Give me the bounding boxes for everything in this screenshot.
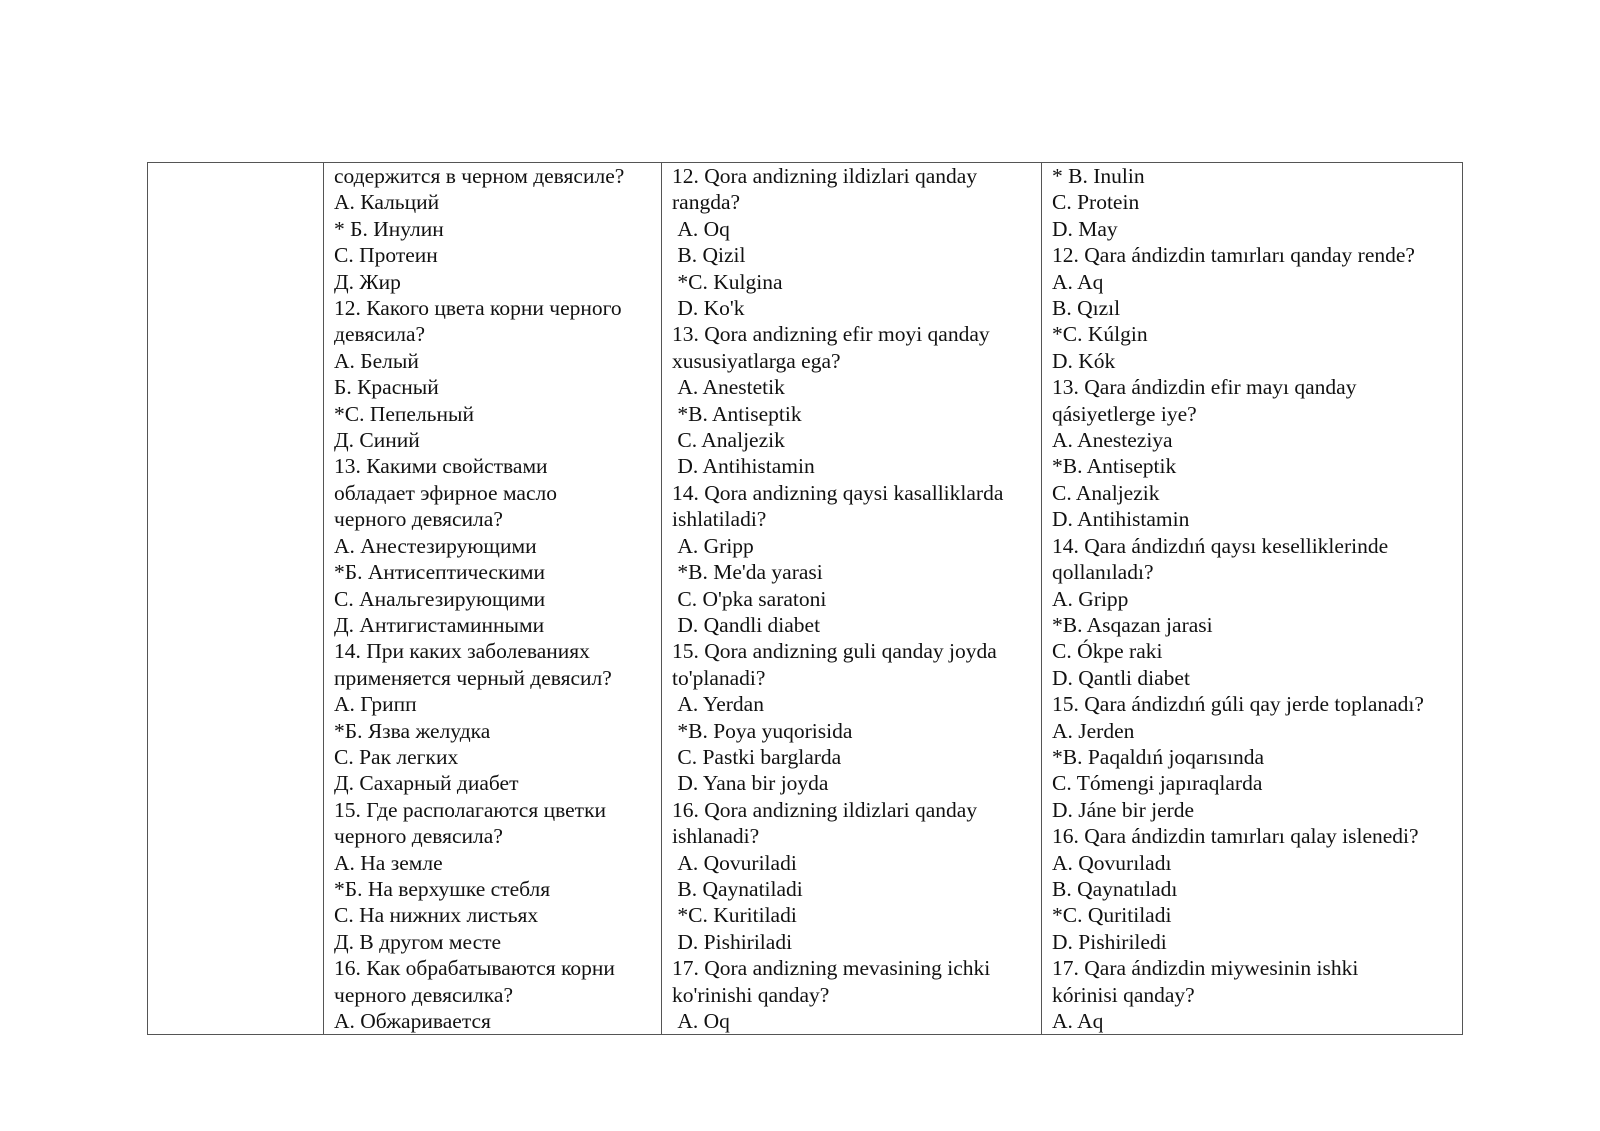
text-line: *Б. Язва желудка	[334, 718, 491, 743]
text-line: D. Pishiriladi	[672, 929, 793, 954]
text-line: *C. Quritiladi	[1052, 903, 1172, 928]
text-line: 12. Какого цвета корни черного	[334, 296, 622, 321]
text-line: A. Gripp	[1052, 586, 1129, 611]
text-line: С. На нижних листьях	[334, 903, 539, 928]
text-line: А. Кальций	[334, 190, 440, 215]
text-line: 12. Qara ándizdin tamırları qanday rende?	[1052, 243, 1415, 268]
text-line: содержится в черном девясиле?	[334, 164, 625, 188]
text-line: *C. Kúlgin	[1052, 322, 1148, 347]
text-line: * Б. Инулин	[334, 216, 444, 241]
text-line: C. O'pka saratoni	[672, 586, 827, 611]
text-line: C. Protein	[1052, 190, 1140, 215]
text-line: B. Qizil	[672, 243, 746, 268]
empty-cell	[148, 163, 324, 1035]
text-line: Д. Синий	[334, 428, 420, 453]
text-line: 13. Qara ándizdin efir mayı qanday	[1052, 375, 1357, 400]
text-line: A. Aq	[1052, 269, 1104, 294]
text-line: rangda?	[672, 190, 741, 215]
text-line: 16. Qara ándizdin tamırları qalay islenedi?	[1052, 824, 1419, 849]
text-line: применяется черный девясил?	[334, 665, 612, 690]
text-line: D. Kók	[1052, 348, 1116, 373]
text-line: 15. Где располагаются цветки	[334, 797, 607, 822]
text-line: 12. Qora andizning ildizlari qanday	[672, 164, 978, 188]
text-line: *B. Antiseptik	[672, 401, 802, 426]
russian-column-cell	[324, 163, 662, 1035]
text-line: *С. Пепельный	[334, 401, 474, 426]
text-line: Д. Антигистаминными	[334, 612, 545, 637]
text-line: девясила?	[334, 322, 426, 347]
text-line: D. Yana bir joyda	[672, 771, 829, 796]
uzbek-questions	[662, 163, 1041, 1034]
text-line: D. Ko'k	[672, 296, 745, 321]
text-line: Д. Сахарный диабет	[334, 771, 519, 796]
text-line: 15. Qora andizning guli qanday joyda	[672, 639, 997, 664]
text-line: A. Yerdan	[672, 692, 764, 717]
text-line: B. Qızıl	[1052, 296, 1121, 321]
text-line: B. Qaynatiladi	[672, 876, 803, 901]
text-line: D. Qandli diabet	[672, 612, 821, 637]
text-line: A. Qovurıladı	[1052, 850, 1172, 875]
text-line: А. На земле	[334, 850, 443, 875]
text-line: xususiyatlarga ega?	[672, 348, 841, 373]
text-line: ishlatiladi?	[672, 507, 767, 532]
text-line: ishlanadi?	[672, 824, 760, 849]
text-line: C. Tómengi japıraqlarda	[1052, 771, 1263, 796]
text-line: B. Qaynatıladı	[1052, 876, 1178, 901]
text-line: D. Antihistamin	[672, 454, 815, 479]
text-line: 14. При каких заболеваниях	[334, 639, 590, 664]
text-line: C. Analjezik	[1052, 480, 1160, 505]
text-line: 15. Qara ándizdıń gúli qay jerde toplanadı?	[1052, 692, 1424, 717]
text-line: *B. Poya yuqorisida	[672, 718, 853, 743]
text-line: *B. Asqazan jarasi	[1052, 612, 1213, 637]
text-line: Д. В другом месте	[334, 929, 502, 954]
text-line: 16. Как обрабатываются корни	[334, 956, 615, 981]
text-line: обладает эфирное масло	[334, 480, 557, 505]
text-line: D. Jáne bir jerde	[1052, 797, 1195, 822]
text-line: *B. Me'da yarasi	[672, 560, 823, 585]
text-line: 13. Какими свойствами	[334, 454, 548, 479]
russian-questions	[324, 163, 661, 1034]
text-line: С. Рак легких	[334, 744, 459, 769]
text-line: 13. Qora andizning efir moyi qanday	[672, 322, 990, 347]
text-line: kórinisi qanday?	[1052, 982, 1195, 1007]
text-line: А. Белый	[334, 348, 419, 373]
text-line: 17. Qora andizning mevasining ichki	[672, 956, 991, 981]
text-line: to'planadi?	[672, 665, 766, 690]
text-line: D. May	[1052, 216, 1118, 241]
text-line: A. Oq	[672, 1009, 730, 1033]
text-line: A. Qovuriladi	[672, 850, 797, 875]
text-line: D. Qantli diabet	[1052, 665, 1190, 690]
text-line: A. Gripp	[672, 533, 754, 558]
text-line: * B. Inulin	[1052, 164, 1145, 188]
text-line: A. Anesteziya	[1052, 428, 1173, 453]
text-line: A. Anestetik	[672, 375, 785, 400]
text-line: Д. Жир	[334, 269, 401, 294]
karakalpak-column-cell	[1042, 163, 1463, 1035]
text-line: *C. Kulgina	[672, 269, 783, 294]
text-line: черного девясила?	[334, 824, 503, 849]
text-line: *B. Antiseptik	[1052, 454, 1177, 479]
text-line: C. Ókpe raki	[1052, 639, 1163, 664]
text-line: C. Analjezik	[672, 428, 785, 453]
text-line: С. Анальгезирующими	[334, 586, 546, 611]
text-line: A. Oq	[672, 216, 730, 241]
text-line: A. Jerden	[1052, 718, 1135, 743]
text-line: Б. Красный	[334, 375, 439, 400]
text-line: *Б. Антисептическими	[334, 560, 546, 585]
text-line: ko'rinishi qanday?	[672, 982, 830, 1007]
quiz-table	[147, 162, 1463, 1035]
table-row	[148, 163, 1463, 1035]
text-line: А. Грипп	[334, 692, 417, 717]
text-line: 14. Qara ándizdıń qaysı keselliklerinde	[1052, 533, 1389, 558]
text-line: С. Протеин	[334, 243, 438, 268]
text-line: qásiyetlerge iye?	[1052, 401, 1197, 426]
text-line: А. Анестезирующими	[334, 533, 537, 558]
text-line: *C. Kuritiladi	[672, 903, 797, 928]
text-line: D. Antihistamin	[1052, 507, 1190, 532]
text-line: *B. Paqaldıń joqarısında	[1052, 744, 1264, 769]
text-line: 17. Qara ándizdin miywesinin ishki	[1052, 956, 1359, 981]
text-line: qollanıladı?	[1052, 560, 1154, 585]
text-line: D. Pishiriledi	[1052, 929, 1167, 954]
text-line: черного девясилка?	[334, 982, 513, 1007]
text-line: 16. Qora andizning ildizlari qanday	[672, 797, 978, 822]
text-line: черного девясила?	[334, 507, 503, 532]
text-line: C. Pastki barglarda	[672, 744, 842, 769]
uzbek-column-cell	[662, 163, 1042, 1035]
text-line: A. Aq	[1052, 1009, 1104, 1033]
text-line: *Б. На верхушке стебля	[334, 876, 551, 901]
text-line: 14. Qora andizning qaysi kasalliklarda	[672, 480, 1004, 505]
karakalpak-questions	[1042, 163, 1462, 1034]
text-line: А. Обжаривается	[334, 1009, 491, 1033]
